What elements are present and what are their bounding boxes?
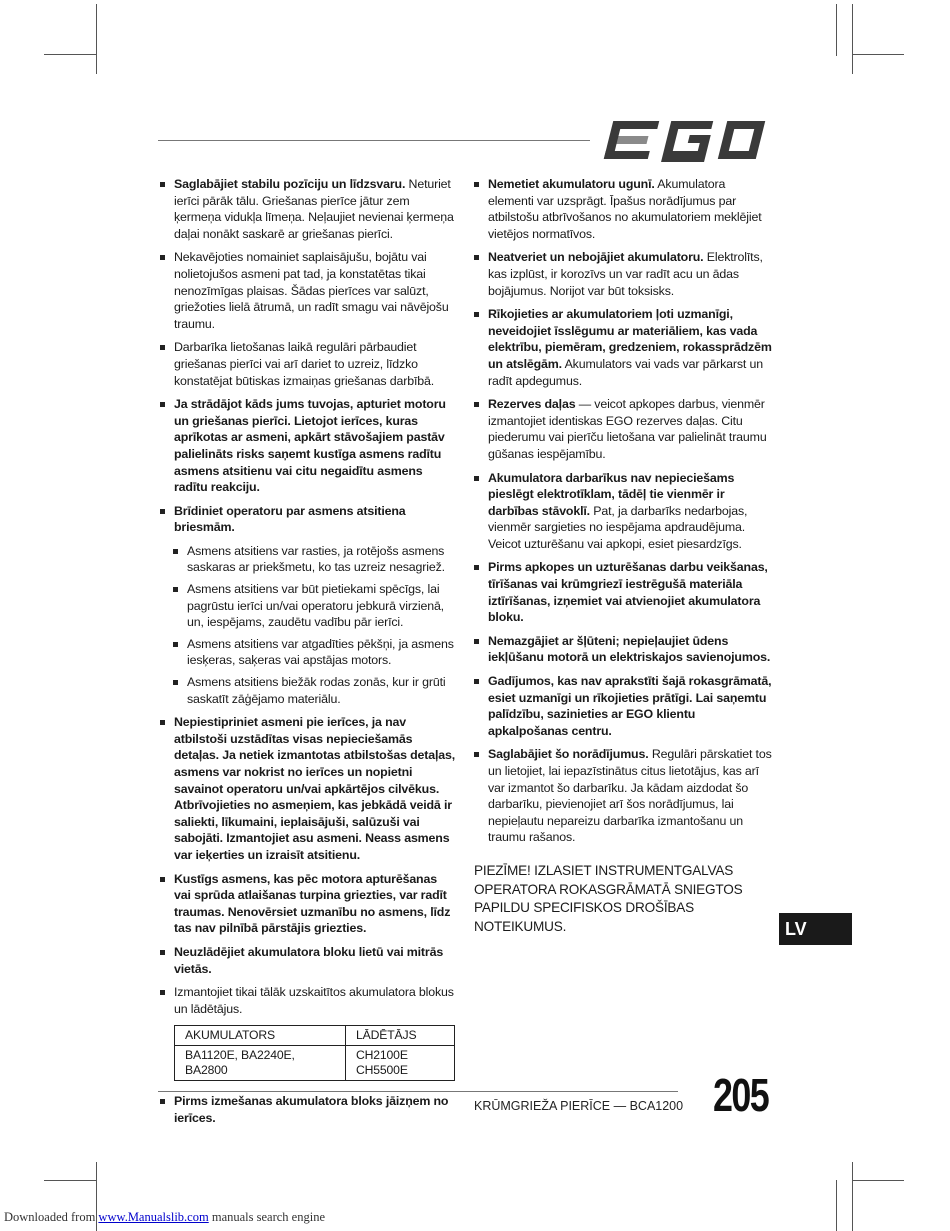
list-item: Izmantojiet tikai tālāk uzskaitītos akumulatora blokus un lādētājus. bbox=[160, 984, 456, 1017]
table-header-cell: AKUMULATORS bbox=[175, 1026, 346, 1046]
charger-model: CH5500E bbox=[356, 1063, 408, 1078]
list-item: Nemazgājiet ar šļūteni; nepieļaujiet ūdens iekļūšanu motorā un elektriskajos savienojumos. bbox=[474, 633, 774, 666]
bullet-square-icon bbox=[160, 345, 165, 350]
footer-title: KRŪMGRIEŽA PIERĪCE — BCA1200 bbox=[474, 1099, 684, 1113]
list-item: Darbarīka lietošanas laikā regulāri pārbaudiet griešanas pierīci vai arī dariet to uzreiz, līdzko konstatējat būtiskas izmaiņas griešanas darbībā. bbox=[160, 339, 456, 389]
language-tab: LV bbox=[779, 913, 852, 945]
list-item: Pirms izmešanas akumulatora bloks jāizņem no ierīces. bbox=[160, 1093, 456, 1126]
bullet-square-icon bbox=[160, 509, 165, 514]
list-item: Kustīgs asmens, kas pēc motora apturēšanas vai sprūda atlaišanas turpina griezties, var radīt traumas. Nenovērsiet uzmanību no asmens, līdz tas nav pilnībā pārstājis griezties. bbox=[160, 871, 456, 937]
bullet-square-icon bbox=[474, 639, 479, 644]
table-cell-charger bbox=[346, 1046, 455, 1081]
header-rule bbox=[158, 140, 590, 141]
crop-mark bbox=[44, 1180, 96, 1181]
ego-logo bbox=[602, 118, 770, 162]
list-item: Rezerves daļas — veicot apkopes darbus, vienmēr izmantojiet identiskas EGO rezerves daļas. Citu piederumu vai pierīču lietošana var palielināt traumu gūšanas iespējamību. bbox=[474, 396, 774, 462]
list-item: Neuzlādējiet akumulatora bloku lietū vai mitrās vietās. bbox=[160, 944, 456, 977]
crop-mark bbox=[852, 4, 853, 74]
safety-note: PIEZĪME! IZLASIET INSTRUMENTGALVAS OPERATORA ROKASGRĀMATĀ SNIEGTOS PAPILDU SPECIFISKOS DROŠĪBAS NOTEIKUMUS. bbox=[474, 862, 743, 934]
sub-list-item: Asmens atsitiens biežāk rodas zonās, kur ir grūti saskatīt zāģējamo materiālu. bbox=[160, 674, 456, 707]
list-item: Brīdiniet operatoru par asmens atsitiena briesmām. bbox=[160, 503, 456, 536]
crop-mark bbox=[836, 1180, 837, 1231]
bullet-square-icon bbox=[160, 950, 165, 955]
crop-mark bbox=[836, 4, 837, 56]
bullet-square-icon bbox=[160, 720, 165, 725]
footer-rule bbox=[158, 1091, 678, 1092]
crop-mark bbox=[852, 1162, 853, 1231]
bullet-square-icon bbox=[474, 255, 479, 260]
sub-list-item: Asmens atsitiens var būt pietiekami spēcīgs, lai pagrūstu ierīci un/vai operatoru jebkurā virzienā, un, iespējams, zaudētu vadību pār ierīci. bbox=[160, 581, 456, 631]
bullet-square-icon bbox=[160, 182, 165, 187]
list-item: Saglabājiet šo norādījumus. Regulāri pārskatiet tos un lietojiet, lai iepazīstinātus citus lietotājus, kas arī var izmantot šo darbarīku. Ja kādam aizdodat šo darbarīku, pievienojiet arī šos norādījumus, lai nepieļautu nepareizu darbarīka izmantošanu un traumu rašanos. bbox=[474, 746, 774, 846]
bullet-square-icon bbox=[160, 255, 165, 260]
bullet-square-icon bbox=[160, 877, 165, 882]
battery-charger-table bbox=[174, 1025, 455, 1081]
bullet-square-icon bbox=[173, 587, 178, 592]
table-row bbox=[175, 1046, 455, 1081]
bullet-square-icon bbox=[173, 680, 178, 685]
bullet-square-icon bbox=[160, 990, 165, 995]
table-header-cell: LĀDĒTĀJS bbox=[346, 1026, 455, 1046]
download-prefix: Downloaded from bbox=[4, 1210, 96, 1224]
crop-mark bbox=[44, 54, 96, 55]
sub-list-item: Asmens atsitiens var rasties, ja rotējošs asmens saskaras ar priekšmetu, ko tas uzreiz nesagriež. bbox=[160, 543, 456, 576]
right-column bbox=[474, 176, 774, 936]
bullet-square-icon bbox=[474, 565, 479, 570]
charger-model: CH2100E bbox=[356, 1048, 408, 1063]
list-item: Neatveriet un nebojājiet akumulatoru. Elektrolīts, kas izplūst, ir korozīvs un var radīt acu un ādas bojājumus. Norijot var būt toksisks. bbox=[474, 249, 774, 299]
bullet-square-icon bbox=[474, 476, 479, 481]
download-suffix: manuals search engine bbox=[211, 1210, 325, 1224]
crop-mark bbox=[96, 4, 97, 74]
manualslib-link[interactable]: www.Manualslib.com bbox=[98, 1210, 209, 1224]
bullet-square-icon bbox=[474, 752, 479, 757]
list-item: Saglabājiet stabilu pozīciju un līdzsvaru. Neturiet ierīci pārāk tālu. Griešanas pierīce jātur zem ķermeņa vidukļa līmeņa. Neļaujiet nevienai ķermeņa daļai nonākt saskarē ar griešanas pierīci. bbox=[160, 176, 456, 242]
left-column bbox=[160, 176, 456, 1134]
list-item: Nepiestipriniet asmeni pie ierīces, ja nav atbilstoši uzstādītas visas nepieciešamās detaļas. Ja netiek izmantotas atbilstošas detaļas, asmens var nokrist no ierīces un nopietni savainot operatoru un/vai apkārtējos cilvēkus. Atbrīvojieties no asmeņiem, kas jebkādā veidā ir saliekti, līkumaini, ieplaisājuši, salūzuši vai sabojāti. Izmantojiet asu asmeni. Neass asmens var ieķerties un izraisīt atsitienu. bbox=[160, 714, 456, 863]
bullet-square-icon bbox=[474, 312, 479, 317]
list-item: Gadījumos, kas nav aprakstīti šajā rokasgrāmatā, esiet uzmanīgi un rīkojieties prātīgi. Lai saņemtu palīdzību, sazinieties ar EGO klientu apkalpošanas centru. bbox=[474, 673, 774, 739]
list-item: Ja strādājot kāds jums tuvojas, apturiet motoru un griešanas pierīci. Lietojot ierīces, kuras aprīkotas ar asmeni, apkārt stāvošajiem pastāv palielināts risks saņemt kustīga asmens radītu asmens atsitienu vai citu negaidītu asmens radītu reakciju. bbox=[160, 396, 456, 496]
crop-mark bbox=[852, 54, 904, 55]
table-cell-battery: BA1120E, BA2240E, BA2800 bbox=[175, 1046, 346, 1081]
bullet-square-icon bbox=[160, 402, 165, 407]
list-item: Nemetiet akumulatoru ugunī. Akumulatora elementi var uzsprāgt. Īpašus norādījumus par atbilstošu atbrīvošanos no akumulatoriem meklējiet vietējos normatīvos. bbox=[474, 176, 774, 242]
page-number: 205 bbox=[713, 1069, 769, 1121]
bullet-square-icon bbox=[474, 402, 479, 407]
list-item: Akumulatora darbarīkus nav nepieciešams pieslēgt elektrotīklam, tādēļ tie vienmēr ir darbības stāvoklī. Pat, ja darbarīks nedarbojas, vienmēr sargieties no iespējama apdraudējuma. Veicot uzturēšanu vai apkopi, esiet piesardzīgs. bbox=[474, 470, 774, 553]
list-item: Nekavējoties nomainiet saplaisājušu, bojātu vai nolietojušos asmeni pat tad, ja konstatētas tikai nenozīmīgas plaisas. Šādas pierīces var salūzt, griežoties lielā ātrumā, un radīt smagu vai nāvējošu traumu. bbox=[160, 249, 456, 332]
bullet-square-icon bbox=[474, 182, 479, 187]
sub-list-item: Asmens atsitiens var atgadīties pēkšņi, ja asmens iesķeras, saķeras vai apstājas motors. bbox=[160, 636, 456, 669]
bullet-square-icon bbox=[474, 679, 479, 684]
download-bar bbox=[4, 1210, 325, 1225]
bullet-square-icon bbox=[173, 549, 178, 554]
table-header-row bbox=[175, 1026, 455, 1046]
bullet-square-icon bbox=[173, 642, 178, 647]
list-item: Pirms apkopes un uzturēšanas darbu veikšanas, tīrīšanas vai krūmgriezī iestrēgušā materiāla iztīrīšanas, izņemiet vai atvienojiet akumulatora bloku. bbox=[474, 559, 774, 625]
list-item: Rīkojieties ar akumulatoriem ļoti uzmanīgi, neveidojiet īsslēgumu ar materiāliem, kas vada elektrību, piemēram, gredzeniem, rokassprādzēm un atslēgām. Akumulators vai vads var pārkarst un radīt apdegumus. bbox=[474, 306, 774, 389]
crop-mark bbox=[852, 1180, 904, 1181]
bullet-square-icon bbox=[160, 1099, 165, 1104]
